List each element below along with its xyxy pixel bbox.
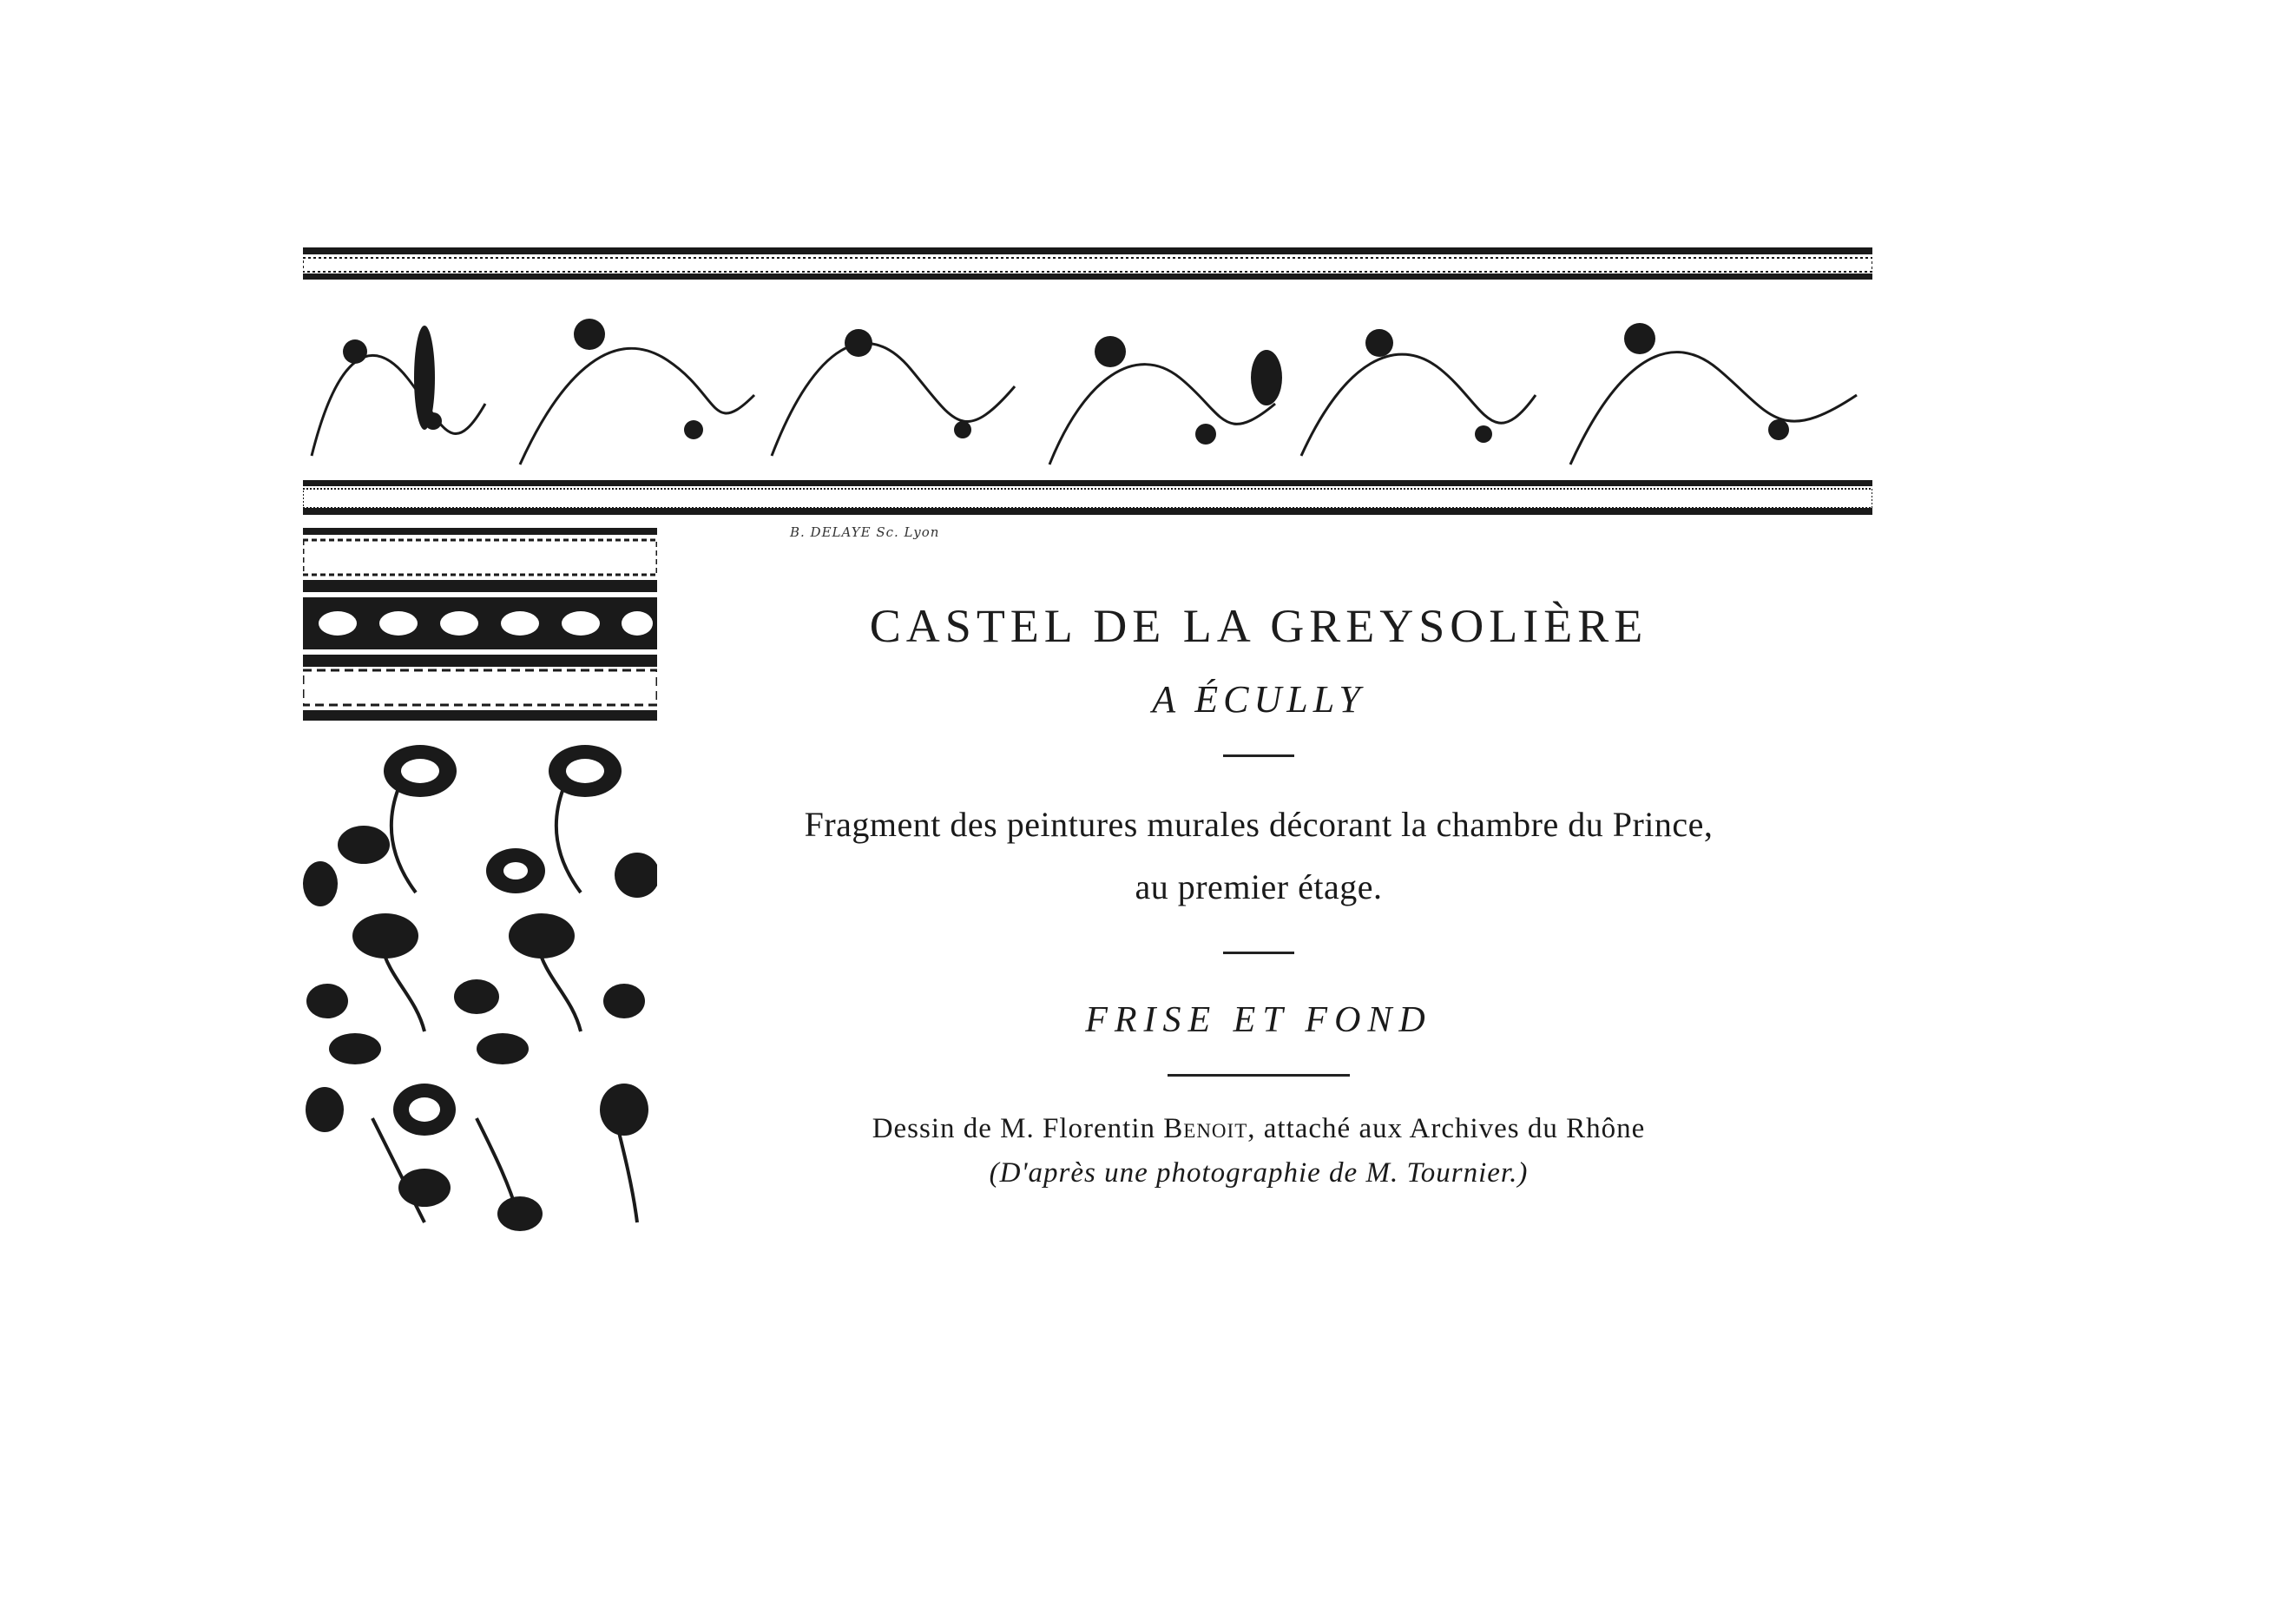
caption-block <box>694 599 1823 1189</box>
credit-suffix: , attaché aux Archives du Rhône <box>1247 1113 1646 1144</box>
ornamental-frieze <box>303 247 1872 517</box>
plate-subtitle: A ÉCULLY <box>1152 678 1365 721</box>
section-heading: FRISE ET FOND <box>1085 1000 1432 1040</box>
divider-rule <box>1223 754 1294 757</box>
ornamental-panel <box>303 528 657 1270</box>
credit-name: Benoit <box>1163 1113 1248 1144</box>
credit-line <box>694 1113 1823 1145</box>
description <box>694 794 1823 919</box>
divider-rule <box>1168 1074 1350 1077</box>
engraver-signature: B. DELAYE Sc. Lyon <box>790 524 940 540</box>
credit-note: (D'après une photographie de M. Tournier.) <box>989 1157 1529 1189</box>
plate-title: CASTEL DE LA GREYSOLIÈRE <box>869 600 1648 652</box>
divider-rule <box>1223 952 1294 954</box>
description-line-1: Fragment des peintures murales décorant la chambre du Prince, <box>804 805 1714 844</box>
credit-prefix: Dessin de M. Florentin <box>872 1113 1164 1144</box>
description-line-2: au premier étage. <box>1135 867 1383 906</box>
